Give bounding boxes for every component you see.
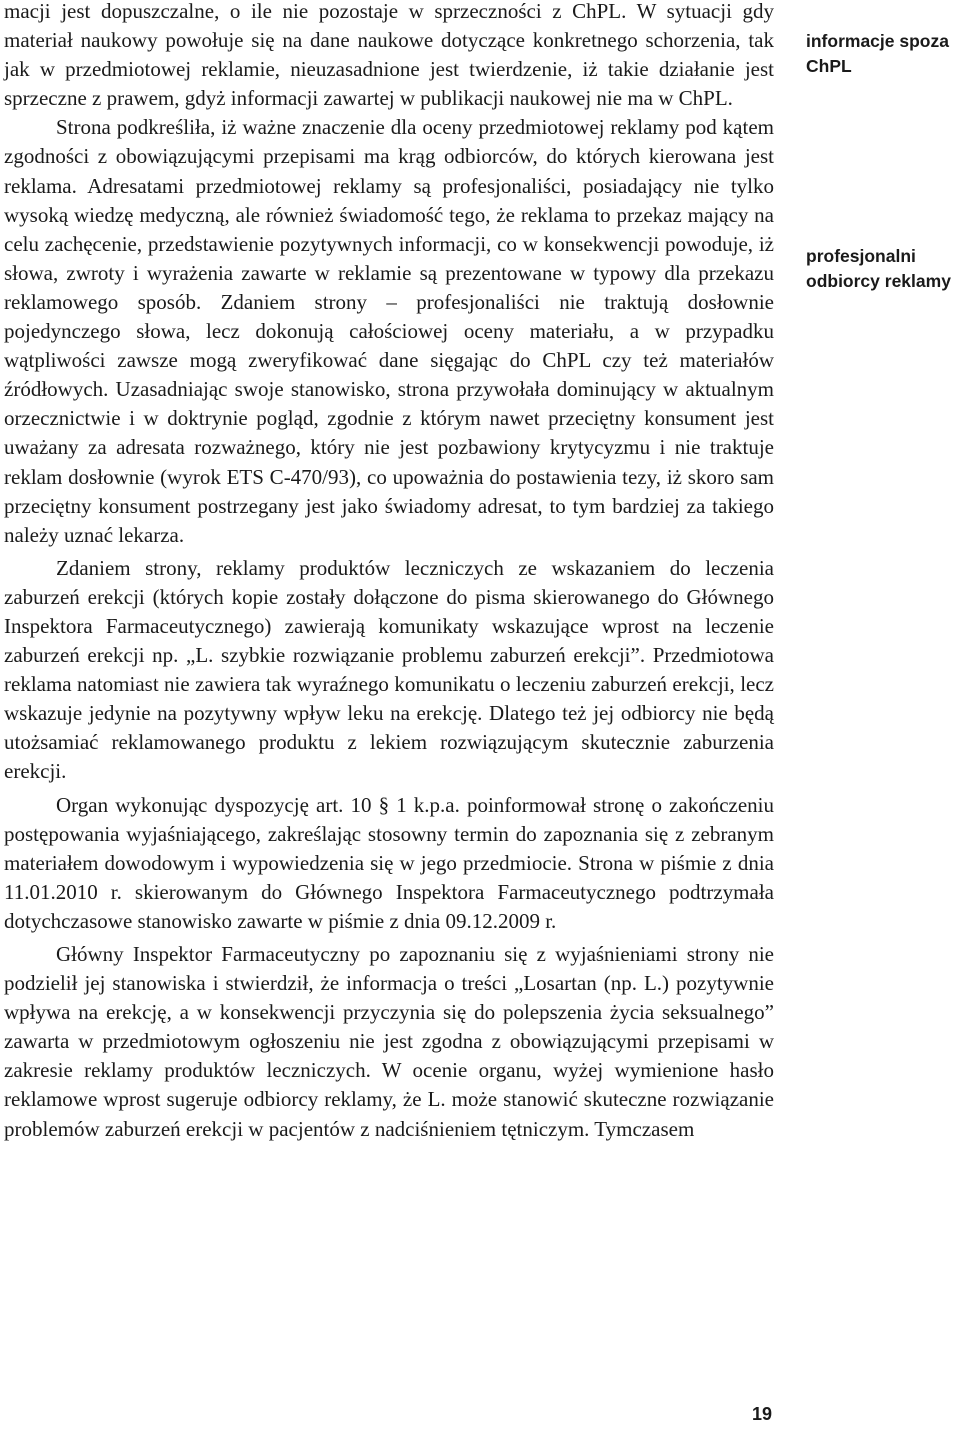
paragraph-3: Zdaniem strony, reklamy produktów leczniczych ze wskazaniem do leczenia zaburzeń erekcji (których kopie zostały dołączone do pisma skierowanego do Głównego Inspektora Farmaceutycznego) zawierają komunikaty wskazujące wprost na leczenie zaburzeń erekcji np. „L. szybkie rozwiązanie problemu zaburzeń erekcji”. Przedmiotowa reklama natomiast nie zawiera tak wyraźnego komunikatu o leczeniu zaburzeń erekcji, lecz wskazuje jedynie na pozytywny wpływ leku na erekcję. Dlatego też jej odbiorcy nie będą utożsamiać reklamowanego produktu z lekiem rozwiązującym skutecznie zaburzenia erekcji. <box>4 555 774 784</box>
paragraph-1: macji jest dopuszczalne, o ile nie pozostaje w sprzeczności z ChPL. W sytuacji gdy materiał naukowy powołuje się na dane naukowe dotyczące konkretnego schorzenia, tak jak w przedmiotowej reklamie, nieuzasadnione jest twierdzenie, iż takie działanie jest sprzeczne z prawem, gdyż informacji zawartej w publikacji naukowej nie ma w ChPL. <box>4 0 774 111</box>
page-number: 19 <box>752 1404 773 1424</box>
main-text-column <box>4 0 774 1144</box>
paragraph-2: Strona podkreśliła, iż ważne znaczenie dla oceny przedmiotowej reklamy pod kątem zgodności z obowiązującymi przepisami ma krąg odbiorców, do których kierowana jest reklama. Adresatami przedmiotowej reklamy są profesjonaliści, posiadający nie tylko wysoką wiedzę medyczną, ale również świadomość tego, że reklama to przekaz mający na celu zachęcenie, przedstawienie pozytywnych informacji, co w konsekwencji powoduje, iż słowa, zwroty i wyrażenia zawarte w reklamie są prezentowane w typowy dla przekazu reklamowego sposób. Zdaniem strony – profesjonaliści nie traktują dosłownie pojedynczego słowa, lecz dokonują całościowej oceny materiału, a w przypadku wątpliwości zawsze mogą zweryfikować dane sięgając do ChPL czy też materiałów źródłowych. Uzasadniając swoje stanowisko, strona przywołała dominujący w aktualnym orzecznictwie i w doktrynie pogląd, zgodnie z którym nawet przeciętny konsument jest uważany za adresata rozważnego, który nie jest pozbawiony krytycyzmu i nie traktuje reklam dosłownie (wyrok ETS C-470/93), co upoważnia do postawienia tezy, iż skoro sam przeciętny konsument postrzegany jest jako świadomy adresat, to tym bardziej za takiego należy uznać lekarza. <box>4 115 774 547</box>
margin-note-professional-recipients: profesjonalni odbiorcy reklamy <box>806 246 951 291</box>
paragraph-4: Organ wykonując dyspozycję art. 10 § 1 k.p.a. poinformował stronę o zakończeniu postępowania wyjaśniającego, zakreślając stosowny termin do zapoznania się z zebranym materiałem dowodowym i wypowiedzenia się w jego przedmiocie. Strona w piśmie z dnia 11.01.2010 r. skierowanym do Głównego Inspektora Farmaceutycznego podtrzymała dotychczasowe stanowisko zawarte w piśmie z dnia 09.12.2009 r. <box>4 792 774 933</box>
margin-note-chpl: informacje spoza ChPL <box>806 31 949 76</box>
paragraph-5: Główny Inspektor Farmaceutyczny po zapoznaniu się z wyjaśnieniami strony nie podzielił jej stanowiska i stwierdził, że informacja o treści „Losartan (np. L.) pozytywnie wpływa na erekcję, a w konsekwencji przyczynia się do polepszenia życia seksualnego” zawarta w przedmiotowym ogłoszeniu nie jest zgodna z obowiązującymi przepisami w zakresie reklamy produktów leczniczych. W ocenie organu, wyżej wymienione hasło reklamowe wprost sugeruje odbiorcy reklamy, że L. może stanowić skuteczne rozwiązanie problemów zaburzeń erekcji w pacjentów z nadciśnieniem tętniczym. Tymczasem <box>4 942 774 1141</box>
